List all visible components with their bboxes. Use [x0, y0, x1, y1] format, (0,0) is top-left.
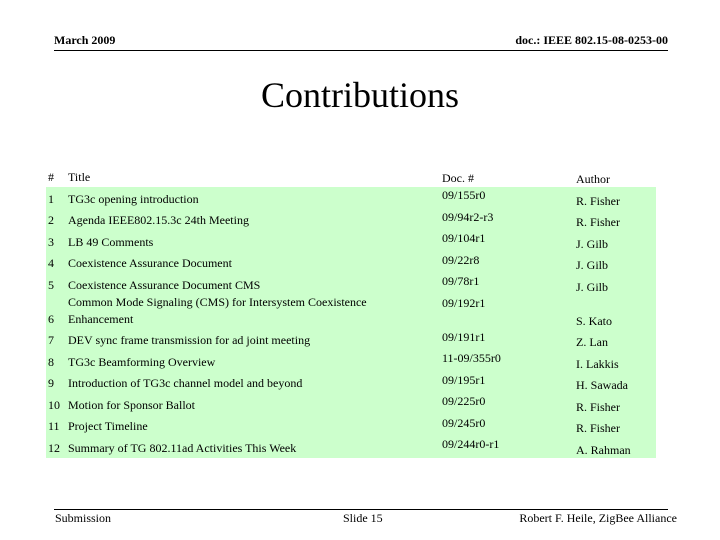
table-row	[46, 415, 656, 437]
row-doc: 09/195r1	[442, 372, 486, 387]
row-num: 9	[48, 376, 54, 390]
row-title-line1: Common Mode Signaling (CMS) for Intersystem Coexistence	[68, 294, 367, 309]
header-rule	[54, 50, 668, 51]
row-num: 3	[48, 234, 54, 249]
col-doc-header: Doc. #	[442, 171, 474, 185]
row-title: Summary of TG 802.11ad Activities This Week	[68, 440, 297, 455]
table-row	[46, 187, 656, 209]
row-title: TG3c Beamforming Overview	[68, 354, 216, 369]
row-num: 7	[48, 333, 54, 347]
table-row	[46, 393, 656, 415]
row-doc: 09/104r1	[442, 231, 486, 245]
row-author: J. Gilb	[576, 279, 609, 294]
row-num: 8	[48, 354, 54, 369]
footer-rule	[54, 509, 668, 510]
row-title: DEV sync frame transmission for ad joint meeting	[68, 333, 311, 347]
row-num: 5	[48, 277, 54, 292]
row-doc: 11-09/355r0	[442, 351, 501, 365]
row-num: 1	[48, 191, 54, 206]
row-num: 2	[48, 213, 54, 227]
row-num: 12	[48, 440, 60, 455]
row-author: R. Fisher	[576, 421, 621, 435]
row-author: J. Gilb	[576, 258, 609, 272]
row-doc: 09/155r0	[442, 188, 486, 202]
row-doc: 09/191r1	[442, 329, 486, 344]
col-author-header: Author	[576, 172, 610, 186]
row-author: I. Lakkis	[576, 356, 619, 371]
table-row	[46, 230, 656, 252]
row-title: Agenda IEEE802.15.3c 24th Meeting	[68, 213, 249, 227]
row-doc: 09/244r0-r1	[442, 437, 500, 451]
col-num-header: #	[48, 170, 54, 184]
row-title: Project Timeline	[68, 419, 148, 433]
row-num: 4	[48, 256, 54, 270]
table-row	[46, 209, 656, 231]
row-author: R. Fisher	[576, 193, 621, 208]
contributions-table	[46, 170, 656, 458]
row-doc: 09/78r1	[442, 274, 480, 288]
row-num: 11	[48, 419, 60, 433]
row-title: TG3c opening introduction	[68, 191, 199, 206]
table-row	[46, 273, 656, 295]
row-author: Z. Lan	[576, 335, 608, 349]
row-doc: 09/94r2-r3	[442, 209, 494, 224]
row-author: S. Kato	[576, 313, 612, 328]
table-row	[46, 295, 656, 329]
row-author: J. Gilb	[576, 236, 609, 251]
row-doc: 09/225r0	[442, 394, 486, 408]
footer-author: Robert F. Heile, ZigBee Alliance	[519, 511, 677, 525]
row-title-line2: Enhancement	[68, 311, 134, 326]
row-doc: 09/245r0	[442, 415, 486, 430]
row-title: Coexistence Assurance Document	[68, 256, 232, 270]
table-row	[46, 329, 656, 351]
row-title: LB 49 Comments	[68, 234, 154, 249]
header-date: March 2009	[54, 33, 116, 47]
footer-slide-number: Slide 15	[343, 511, 383, 525]
row-doc: 09/22r8	[442, 252, 480, 267]
row-author: H. Sawada	[576, 378, 628, 392]
col-title-header: Title	[68, 170, 91, 184]
table-row	[46, 436, 656, 458]
row-title: Coexistence Assurance Document CMS	[68, 277, 261, 292]
row-title: Motion for Sponsor Ballot	[68, 397, 196, 412]
table-row	[46, 252, 656, 274]
row-title: Introduction of TG3c channel model and beyond	[68, 376, 303, 390]
row-doc: 09/192r1	[442, 295, 486, 310]
row-author: A. Rahman	[576, 442, 631, 457]
slide-title: Contributions	[260, 75, 460, 115]
table-row	[46, 372, 656, 394]
footer-submission: Submission	[55, 511, 112, 525]
row-author: R. Fisher	[576, 399, 621, 414]
table-header-row	[46, 170, 656, 187]
row-num: 6	[48, 311, 54, 326]
table-row	[46, 350, 656, 372]
row-num: 10	[48, 397, 60, 412]
header-doc-id: doc.: IEEE 802.15-08-0253-00	[515, 33, 668, 47]
row-author: R. Fisher	[576, 215, 621, 229]
